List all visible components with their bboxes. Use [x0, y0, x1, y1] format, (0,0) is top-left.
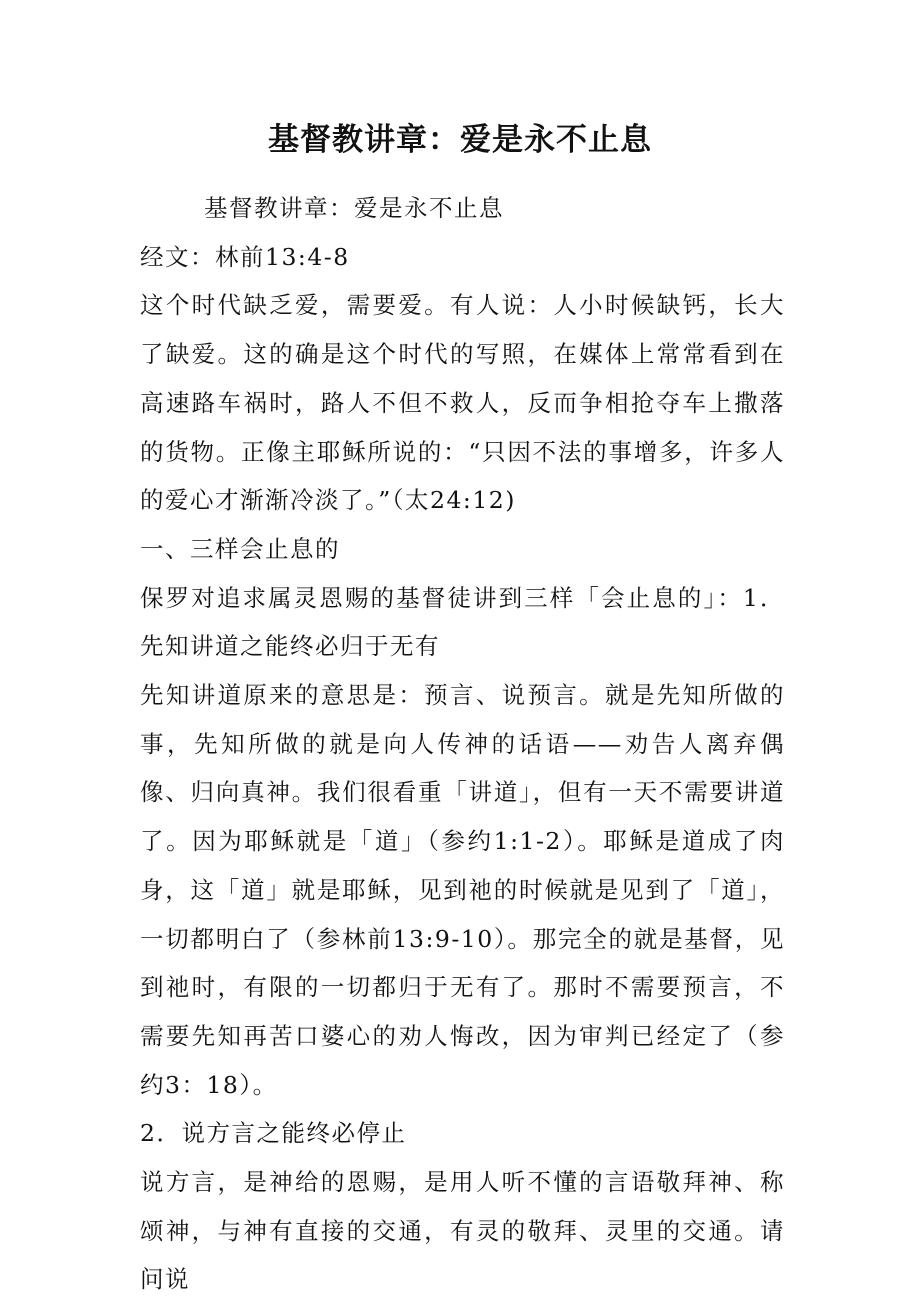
- document-title: 基督教讲章：爱是永不止息: [268, 122, 652, 158]
- subheading-tongues: 2．说方言之能终必停止: [140, 1119, 407, 1148]
- scripture-reference: 经文：林前13:4-8: [140, 242, 350, 271]
- subtitle-paragraph: 基督教讲章：爱是永不止息: [204, 194, 504, 222]
- document-body: [140, 184, 785, 1304]
- tongues-paragraph: 说方言，是神给的恩赐，是用人听不懂的言语敬拜神、称颂神，与神有直接的交通，有灵的敬拜、灵里的交通。请问说: [140, 1168, 785, 1294]
- section-intro-paragraph: 保罗对追求属灵恩赐的基督徒讲到三样「会止息的」：1．先知讲道之能终必归于无有: [140, 583, 785, 661]
- prophecy-paragraph: 先知讲道原来的意思是：预言、说预言。就是先知所做的事，先知所做的就是向人传神的话语——劝告人离弃偶像、归向真神。我们很看重「讲道」，但有一天不需要讲道了。因为耶稣就是「道」（参约1:1-2）。耶稣是道成了肉身，这「道」就是耶稣，见到祂的时候就是见到了「道」，一切都明白了（参林前13:9-10）。那完全的就是基督，见到祂时，有限的一切都归于无有了。那时不需要预言，不需要先知再苦口婆心的劝人悔改，因为审判已经定了（参约3：18）。: [140, 681, 785, 1099]
- intro-paragraph: 这个时代缺乏爱，需要爱。有人说：人小时候缺钙，长大了缺爱。这的确是这个时代的写照，在媒体上常常看到在高速路车祸时，路人不但不救人，反而争相抢夺车上撒落的货物。正像主耶稣所说的：“只因不法的事增多，许多人的爱心才渐渐冷淡了。”（太24:12): [140, 291, 785, 515]
- section-heading: 一、三样会止息的: [140, 534, 340, 563]
